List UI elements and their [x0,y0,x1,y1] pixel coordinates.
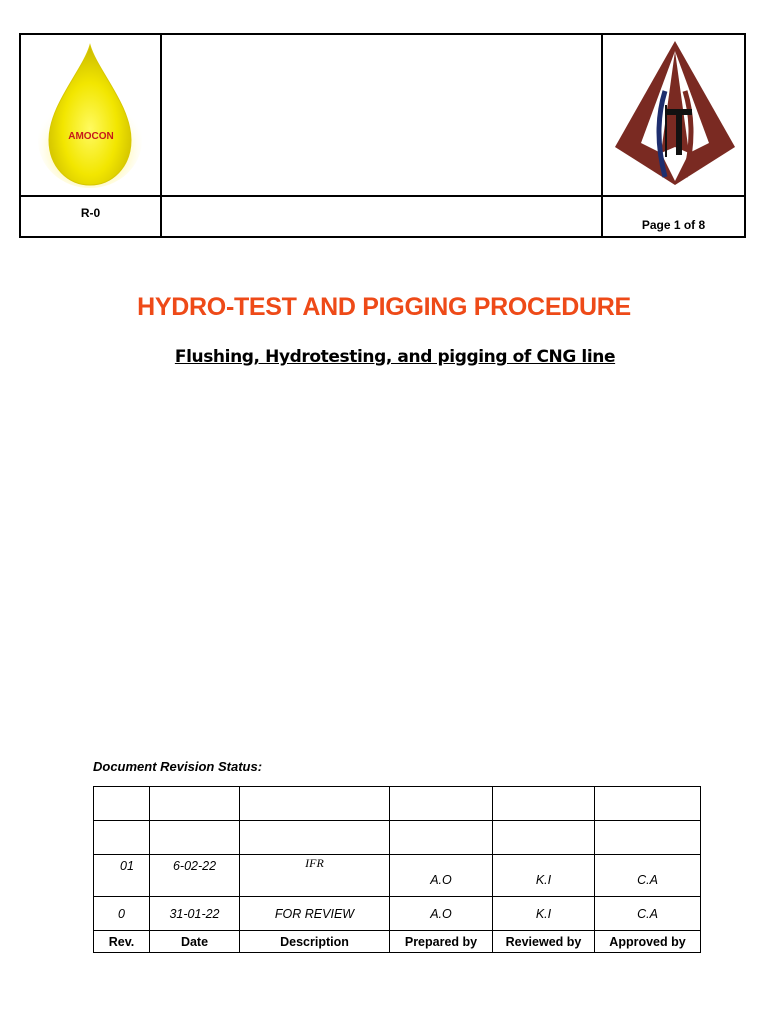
column-header-reviewed-by: Reviewed by [493,931,595,953]
company-logo-cell [20,34,161,196]
prepared-by-cell [390,821,493,855]
page-number: Page 1 of 8 [602,196,745,237]
rev-cell: 0 [94,897,150,931]
prepared-by-cell [390,787,493,821]
revision-code: R-0 [20,196,161,237]
table-row [94,855,701,897]
description-cell: IFR [240,855,390,897]
client-logo-cell [602,34,745,196]
column-header-rev: Rev. [94,931,150,953]
description-cell [240,787,390,821]
revision-status-label: Document Revision Status: [93,759,263,774]
document-header [19,33,746,238]
prepared-by-cell: A.O [390,855,493,897]
revision-status-table [93,786,701,953]
rev-cell: 01 [94,855,150,897]
column-header-date: Date [150,931,240,953]
column-header-approved-by: Approved by [595,931,701,953]
table-row [94,897,701,931]
prepared-by-cell: A.O [390,897,493,931]
rev-cell [94,787,150,821]
table-row [94,787,701,821]
column-header-prepared-by: Prepared by [390,931,493,953]
date-cell: 6-02-22 [150,855,240,897]
approved-by-cell [595,821,701,855]
header-title-cell [161,34,602,196]
rev-cell [94,821,150,855]
header-blank-cell [161,196,602,237]
reviewed-by-cell [493,821,595,855]
it-logo [603,35,744,190]
table-header-row [94,931,701,953]
reviewed-by-cell: K.I [493,897,595,931]
document-subtitle: Flushing, Hydrotesting, and pigging of CNG line [174,347,616,367]
description-cell [240,821,390,855]
document-title: HYDRO-TEST AND PIGGING PROCEDURE [137,293,631,321]
approved-by-cell [595,787,701,821]
date-cell [150,821,240,855]
reviewed-by-cell: K.I [493,855,595,897]
reviewed-by-cell [493,787,595,821]
table-row [94,821,701,855]
date-cell: 31-01-22 [150,897,240,931]
column-header-description: Description [240,931,390,953]
date-cell [150,787,240,821]
yellow-drop-icon [49,45,131,185]
amocon-logo-text: AMOCON [68,131,114,142]
approved-by-cell: C.A [595,855,701,897]
description-cell: FOR REVIEW [240,897,390,931]
amocon-logo [21,35,160,190]
approved-by-cell: C.A [595,897,701,931]
